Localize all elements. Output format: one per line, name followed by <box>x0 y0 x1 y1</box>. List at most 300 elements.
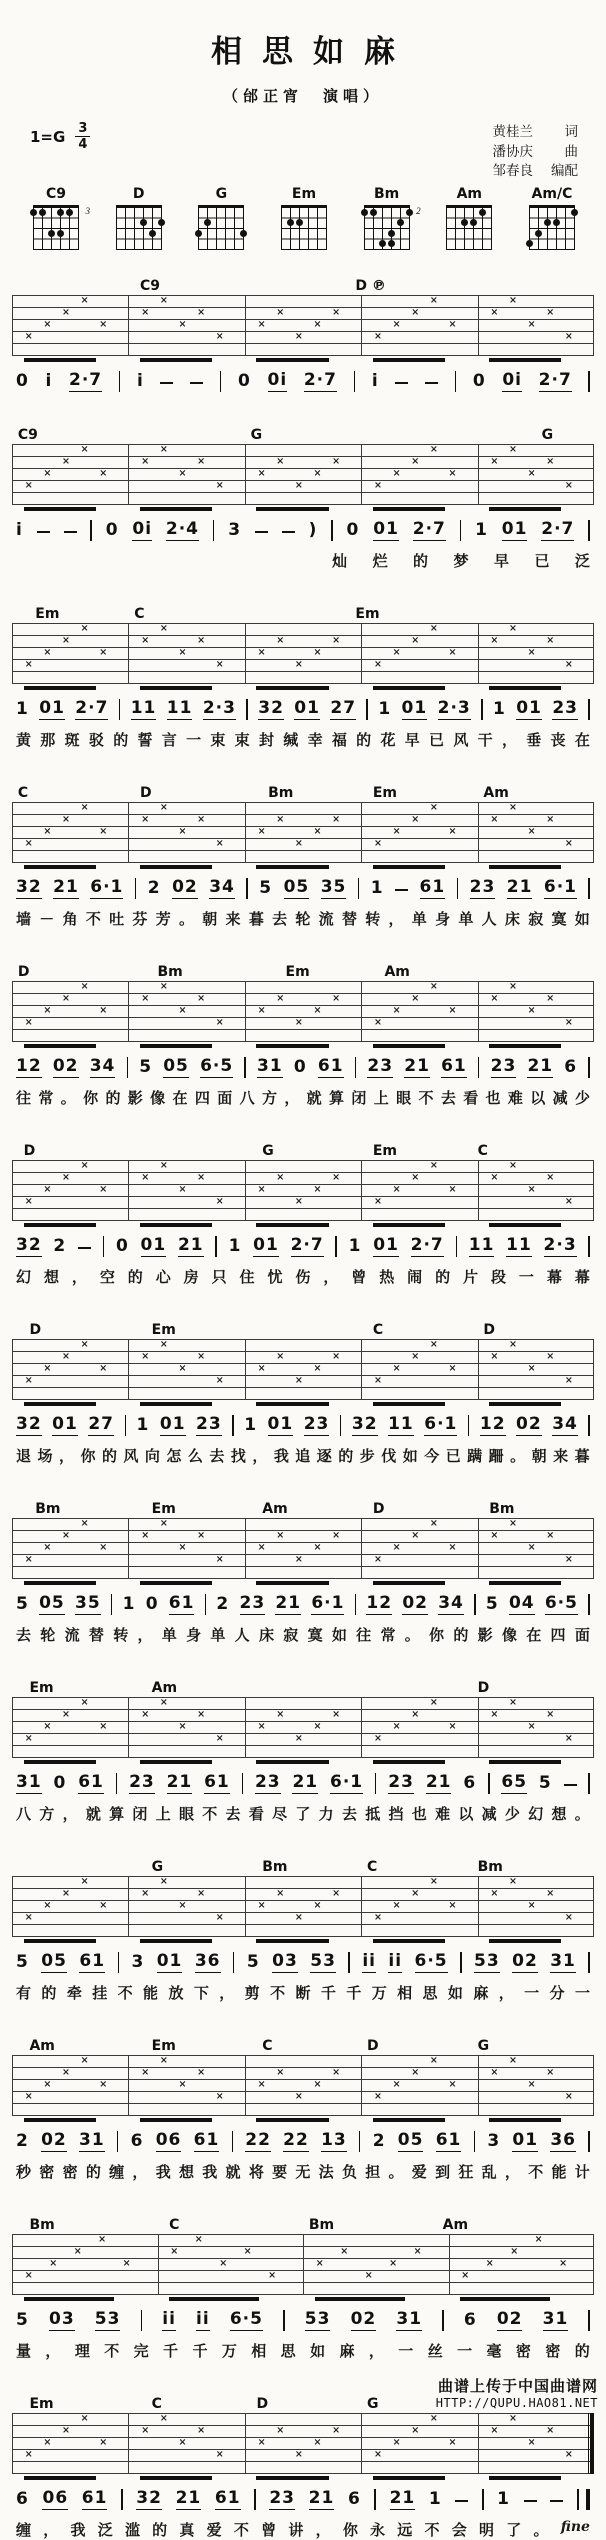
lyric-char: 影 <box>127 1091 143 1108</box>
strum-mark-icon: × <box>80 802 89 814</box>
jianpu-token: 34 <box>89 1056 116 1077</box>
lyric-char: 面 <box>217 1091 233 1108</box>
lyric-char: 少 <box>504 1807 520 1824</box>
strum-mark-icon: × <box>392 2437 401 2449</box>
barline <box>478 2055 479 2116</box>
jianpu-barline <box>246 699 248 720</box>
strum-mark-icon: × <box>546 307 555 319</box>
lyric-char: 不 <box>528 2165 544 2182</box>
lyric-char: 怎 <box>166 1449 182 1466</box>
lyric-char: 毫 <box>486 2344 502 2361</box>
strum-mark-icon: × <box>313 1005 322 1017</box>
strum-mark-icon: × <box>215 659 224 671</box>
lyric-char: 八 <box>239 1091 255 1108</box>
jianpu-barline <box>588 520 590 541</box>
strum-mark-icon: × <box>461 2270 470 2282</box>
chord-label: Bm <box>477 1859 503 1876</box>
jianpu-token: 6·1 <box>424 1414 458 1435</box>
beam <box>373 1044 445 1048</box>
jianpu-token: 61 <box>441 1056 467 1077</box>
barline <box>128 1876 129 1937</box>
strum-mark-icon: × <box>374 1196 382 1208</box>
lyric-char: 眼 <box>178 1807 194 1824</box>
lyric-char: 一 <box>457 2344 473 2361</box>
strum-mark-icon: × <box>448 1184 457 1196</box>
strum-mark-icon: × <box>197 307 206 319</box>
jianpu-barline <box>232 1415 234 1436</box>
jianpu-token: 5 <box>259 878 273 899</box>
chord-label: Am <box>483 785 509 802</box>
meter-bottom: 4 <box>78 137 88 152</box>
jianpu-barline <box>244 1057 246 1078</box>
chord-label: C <box>17 785 29 802</box>
lyric-char: 一 <box>524 1986 540 2003</box>
chord-label: C <box>477 1143 488 1160</box>
jianpu-token: 21 <box>506 877 533 898</box>
strum-mark-icon: × <box>159 2413 168 2425</box>
jianpu-token: 3 <box>131 1952 145 1973</box>
chord-label: G <box>477 2038 490 2055</box>
jianpu-line <box>12 2489 594 2510</box>
strum-mark-icon: × <box>257 826 266 838</box>
beam <box>24 1581 96 1585</box>
lyric-char: 不 <box>202 1807 218 1824</box>
lyric-char: 常 <box>380 1628 396 1645</box>
lyric-char: 永 <box>370 2523 386 2540</box>
jianpu-token: 01 <box>159 1414 186 1435</box>
strum-mark-icon: × <box>490 456 499 468</box>
jianpu-token: 6 <box>463 1773 477 1794</box>
beam <box>373 2118 445 2122</box>
jianpu-token: 61 <box>214 2488 241 2509</box>
jianpu-barline <box>442 2310 444 2331</box>
jianpu-token: 6 <box>16 2489 29 2510</box>
strum-mark-icon: × <box>294 2091 303 2103</box>
barline <box>128 2413 129 2474</box>
lyric-char: 已 <box>445 1449 461 1466</box>
lyrics-line <box>12 550 594 571</box>
music-system <box>12 783 594 929</box>
strum-mark-icon: × <box>527 1542 536 1554</box>
lyric-char: 曾 <box>351 1270 367 1287</box>
jianpu-barline <box>118 1952 120 1973</box>
strum-mark-icon: × <box>411 993 420 1005</box>
lyric-char: 床 <box>504 912 520 929</box>
strum-mark-icon: × <box>374 480 382 492</box>
jianpu-barline <box>111 1594 113 1615</box>
strum-mark-icon: × <box>527 319 536 331</box>
jianpu-token: 5 <box>246 1952 260 1973</box>
lyric-char: 如 <box>331 1628 347 1645</box>
lyric-char: ， <box>388 912 404 929</box>
chord-dot <box>526 240 533 247</box>
strum-mark-icon: × <box>141 1709 150 1721</box>
strum-mark-icon: × <box>332 993 341 1005</box>
strum-mark-icon: × <box>24 2449 33 2461</box>
chord-dot <box>470 219 477 226</box>
barline <box>12 444 13 505</box>
strum-mark-icon: × <box>429 1876 438 1888</box>
strum-mark-icon: × <box>564 1733 573 1745</box>
chord-label: D <box>367 2038 379 2055</box>
beam <box>256 507 328 511</box>
jianpu-token: 23 <box>303 1414 330 1435</box>
lyric-char: 你 <box>342 2523 358 2540</box>
jianpu-token: 02 <box>350 2309 377 2330</box>
barline <box>12 295 13 356</box>
lyrics-line <box>12 1982 594 2003</box>
beam <box>256 2476 328 2480</box>
lyric-char: ， <box>504 2165 520 2182</box>
strum-mark-icon: × <box>257 1363 266 1375</box>
strum-mark-icon: × <box>527 2079 536 2091</box>
chords-line <box>12 1320 594 1339</box>
strum-mark-icon: × <box>389 2258 398 2270</box>
lyric-char: 密 <box>62 2165 78 2182</box>
lyric-char: 如 <box>447 1986 463 2003</box>
strum-mark-icon: × <box>332 307 341 319</box>
strum-mark-icon: × <box>80 295 89 307</box>
song-title: 相思如麻 <box>211 34 415 69</box>
jianpu-dash <box>190 382 203 385</box>
chord-label: D <box>17 964 30 981</box>
jianpu-token: 01 <box>253 1235 279 1256</box>
strum-mark-icon: × <box>509 1518 517 1530</box>
strum-mark-icon: × <box>141 635 150 647</box>
chord-diagram <box>191 187 251 250</box>
lyric-char: 尽 <box>272 1807 288 1824</box>
strum-mark-icon: × <box>178 2079 187 2091</box>
jianpu-token: 01 <box>401 698 428 719</box>
strum-mark-icon: × <box>490 1172 499 1184</box>
barline <box>303 2234 304 2295</box>
strum-mark-icon: × <box>564 1554 573 1566</box>
strum-mark-icon: × <box>448 826 457 838</box>
lyric-char: 有 <box>16 1986 32 2003</box>
strum-mark-icon: × <box>276 1530 285 1542</box>
tab-staff <box>12 2234 594 2295</box>
lyric-char: 万 <box>371 1986 387 2003</box>
jianpu-barline <box>254 2489 256 2510</box>
strum-mark-icon: × <box>24 838 33 850</box>
jianpu-token: 34 <box>438 1593 464 1614</box>
key-label: 1=G <box>30 127 66 146</box>
strum-mark-icon: × <box>257 1184 266 1196</box>
lyric-char: 忧 <box>267 1270 283 1287</box>
lyrics-line <box>12 908 594 929</box>
lyrics-line <box>12 1445 594 1466</box>
strum-mark-icon: × <box>197 635 206 647</box>
jianpu-barline <box>588 1057 590 1078</box>
jianpu-token: 61 <box>419 877 446 898</box>
jianpu-barline <box>335 1236 337 1257</box>
jianpu-line <box>12 1773 594 1794</box>
music-system <box>12 1857 594 2003</box>
jianpu-dash <box>524 2500 537 2503</box>
barline <box>593 1697 594 1758</box>
systems <box>10 276 596 2540</box>
chord-dot <box>287 219 294 226</box>
lyric-char: 那 <box>40 733 56 750</box>
lyric-char: 就 <box>85 1807 101 1824</box>
lyric-char: 轮 <box>295 912 311 929</box>
strum-mark-icon: × <box>215 480 224 492</box>
beam <box>24 1223 96 1227</box>
strum-mark-icon: × <box>159 1160 168 1172</box>
lyric-char: 不 <box>270 1986 286 2003</box>
strum-mark-icon: × <box>215 838 224 850</box>
strum-mark-icon: × <box>276 1172 285 1184</box>
chord-diagram <box>274 187 334 250</box>
barline <box>12 1697 13 1758</box>
jianpu-token: 13 <box>321 2130 347 2151</box>
barline <box>478 295 479 356</box>
lyric-char: 算 <box>109 1807 125 1824</box>
chord-label: C9 <box>17 427 38 444</box>
lyric-char: ， <box>62 1807 78 1824</box>
strum-mark-icon: × <box>276 2067 285 2079</box>
jianpu-barline <box>457 878 459 899</box>
strum-mark-icon: × <box>80 1518 89 1530</box>
lyric-char: 来 <box>553 1449 569 1466</box>
jianpu-token: 0 <box>16 371 29 392</box>
strum-mark-icon: × <box>141 1351 150 1363</box>
lyric-char: 墙 <box>16 912 32 929</box>
jianpu-token: 21 <box>404 1056 430 1077</box>
strum-mark-icon: × <box>141 1172 150 1184</box>
jianpu-token: ii <box>196 2309 210 2330</box>
lyric-char: 断 <box>295 1986 311 2003</box>
barline <box>245 1339 246 1400</box>
chord-dot <box>535 230 542 237</box>
strum-mark-icon: × <box>99 1542 108 1554</box>
lyric-char: 缠 <box>109 2165 125 2182</box>
strum-mark-icon: × <box>332 1530 341 1542</box>
jianpu-token: 61 <box>204 1772 230 1793</box>
jianpu-token: 06 <box>155 2130 182 2151</box>
strum-mark-icon: × <box>178 826 187 838</box>
strum-mark-icon: × <box>141 993 150 1005</box>
strum-mark-icon: × <box>374 2449 382 2461</box>
lyric-char: 牵 <box>66 1986 82 2003</box>
jianpu-barline <box>455 371 457 392</box>
strum-mark-icon: × <box>62 1530 71 1542</box>
strum-mark-icon: × <box>429 1160 438 1172</box>
strum-mark-icon: × <box>546 993 555 1005</box>
strum-mark-icon: × <box>43 319 52 331</box>
jianpu-barline <box>359 2131 361 2152</box>
strum-mark-icon: × <box>340 2246 349 2258</box>
jianpu-barline <box>481 699 483 720</box>
strum-mark-icon: × <box>215 2091 224 2103</box>
jianpu-barline <box>90 520 92 541</box>
barline <box>478 1518 479 1579</box>
lyric-char: 泛 <box>574 554 590 571</box>
jianpu-token: 1 <box>493 699 506 720</box>
lyric-char: 来 <box>225 912 241 929</box>
strum-mark-icon: × <box>197 993 206 1005</box>
lyric-char: 万 <box>221 2344 237 2361</box>
strum-mark-icon: × <box>564 1196 573 1208</box>
lyric-char: 今 <box>424 1449 440 1466</box>
jianpu-line <box>12 2131 594 2152</box>
beam <box>140 2476 212 2480</box>
strum-mark-icon: × <box>159 1518 168 1530</box>
jianpu-token: 31 <box>16 1772 42 1793</box>
strum-mark-icon: × <box>178 2437 187 2449</box>
jianpu-token: 02 <box>402 1593 428 1614</box>
tab-staff <box>12 444 594 505</box>
barline <box>12 1160 13 1221</box>
jianpu-token: 6·1 <box>311 1593 345 1614</box>
strum-mark-icon: × <box>564 1912 573 1924</box>
lyric-char: 千 <box>320 1986 336 2003</box>
jianpu-token: 27 <box>330 698 357 719</box>
strum-mark-icon: × <box>429 444 438 456</box>
strum-mark-icon: × <box>509 802 517 814</box>
strum-mark-icon: × <box>374 838 382 850</box>
lyric-char: 你 <box>83 1091 99 1108</box>
beam <box>24 2297 114 2301</box>
barline <box>245 802 246 863</box>
song-subtitle: （邰正宵 演唱） <box>222 89 383 105</box>
jianpu-token: 2·7 <box>69 370 103 391</box>
strum-mark-icon: × <box>313 1363 322 1375</box>
lyric-char: 我 <box>202 2165 218 2182</box>
strum-mark-icon: × <box>99 468 108 480</box>
chords-line <box>12 2215 594 2234</box>
strum-mark-icon: × <box>546 1709 555 1721</box>
barline <box>12 623 13 684</box>
strum-mark-icon: × <box>564 480 573 492</box>
jianpu-token: 3 <box>228 520 242 541</box>
lyric-char: 的 <box>574 2344 590 2361</box>
strum-mark-icon: × <box>313 1542 322 1554</box>
jianpu-dash <box>64 531 77 534</box>
chord-diagram <box>109 187 169 250</box>
barline <box>593 1160 594 1221</box>
strum-mark-icon: × <box>43 2437 52 2449</box>
strum-mark-icon: × <box>276 307 285 319</box>
jianpu-token: 2 <box>216 1594 230 1615</box>
lyric-char: 幻 <box>528 1807 544 1824</box>
jianpu-token: 23 <box>129 1772 155 1793</box>
barline <box>128 1697 129 1758</box>
barline <box>478 444 479 505</box>
strum-mark-icon: × <box>43 826 52 838</box>
beam <box>489 865 561 869</box>
jianpu-line <box>12 2310 594 2331</box>
jianpu-token: 61 <box>435 2130 462 2151</box>
jianpu-token: 2·3 <box>543 1235 577 1256</box>
jianpu-barline <box>375 1773 377 1794</box>
jianpu-dash <box>425 382 438 385</box>
lyric-char: 流 <box>64 1628 80 1645</box>
strum-mark-icon: × <box>510 2246 519 2258</box>
lyric-char: 人 <box>234 1628 250 1645</box>
strum-mark-icon: × <box>141 307 150 319</box>
lyric-char: 我 <box>273 1449 289 1466</box>
lyric-char: 量 <box>16 2344 32 2361</box>
lyric-char: 么 <box>187 1449 203 1466</box>
strum-mark-icon: × <box>43 1900 52 1912</box>
lyric-char: 不 <box>85 912 101 929</box>
credit-name: 邹春良 <box>492 163 533 179</box>
jianpu-token: 02 <box>172 877 198 898</box>
music-system <box>12 276 594 392</box>
chord-dot <box>149 230 156 237</box>
beam <box>373 1223 445 1227</box>
jianpu-dash <box>78 1247 91 1250</box>
chords-line <box>12 1499 594 1518</box>
strum-mark-icon: × <box>159 295 168 307</box>
lyric-char: 四 <box>194 1091 210 1108</box>
strum-mark-icon: × <box>178 1721 187 1733</box>
strum-mark-icon: × <box>429 802 438 814</box>
barline <box>478 981 479 1042</box>
strum-mark-icon: × <box>332 635 341 647</box>
lyric-char: 上 <box>155 1807 171 1824</box>
lyric-char: 烂 <box>372 554 388 571</box>
lyric-char: 的 <box>435 1270 451 1287</box>
lyric-char: 幕 <box>546 1270 562 1287</box>
barline <box>593 1876 594 1937</box>
barline <box>361 1697 362 1758</box>
jianpu-dash <box>282 531 295 534</box>
beam <box>24 1939 96 1943</box>
strum-mark-icon: × <box>99 1184 108 1196</box>
jianpu-token: 01 <box>373 519 399 540</box>
strum-mark-icon: × <box>429 295 438 307</box>
lyric-char: 丧 <box>550 733 566 750</box>
strum-mark-icon: × <box>178 1184 187 1196</box>
jianpu-token: 61 <box>193 2130 220 2151</box>
beam <box>256 1223 328 1227</box>
strum-mark-icon: × <box>429 2413 438 2425</box>
beam <box>489 507 561 511</box>
strum-mark-icon: × <box>178 1900 187 1912</box>
strum-mark-icon: × <box>374 1375 382 1387</box>
strum-mark-icon: × <box>197 814 206 826</box>
jianpu-token: 21 <box>175 2488 202 2509</box>
beam <box>256 686 328 690</box>
strum-mark-icon: × <box>197 1172 206 1184</box>
beam <box>256 865 328 869</box>
lyric-char: 步 <box>359 1449 375 1466</box>
barline <box>12 1876 13 1937</box>
jianpu-line <box>12 1057 594 1078</box>
strum-mark-icon: × <box>411 2425 420 2437</box>
lyric-char: 场 <box>37 1449 53 1466</box>
jianpu-token: 0 <box>238 371 251 392</box>
strum-mark-icon: × <box>294 480 303 492</box>
tab-staff <box>12 981 594 1042</box>
lyric-char: 单 <box>458 912 474 929</box>
strum-mark-icon: × <box>197 2425 206 2437</box>
barline <box>361 1518 362 1579</box>
lyric-char: 像 <box>150 1091 166 1108</box>
jianpu-token: 36 <box>194 1951 221 1972</box>
strum-mark-icon: × <box>313 647 322 659</box>
lyric-char: 追 <box>295 1449 311 1466</box>
strum-mark-icon: × <box>448 1542 457 1554</box>
lyric-char: 不 <box>104 2344 120 2361</box>
chord-name: Am <box>456 185 482 202</box>
strum-mark-icon: × <box>411 1888 420 1900</box>
lyric-char: 闭 <box>132 1807 148 1824</box>
jianpu-barline <box>358 878 360 899</box>
lyric-char: 抵 <box>365 1807 381 1824</box>
